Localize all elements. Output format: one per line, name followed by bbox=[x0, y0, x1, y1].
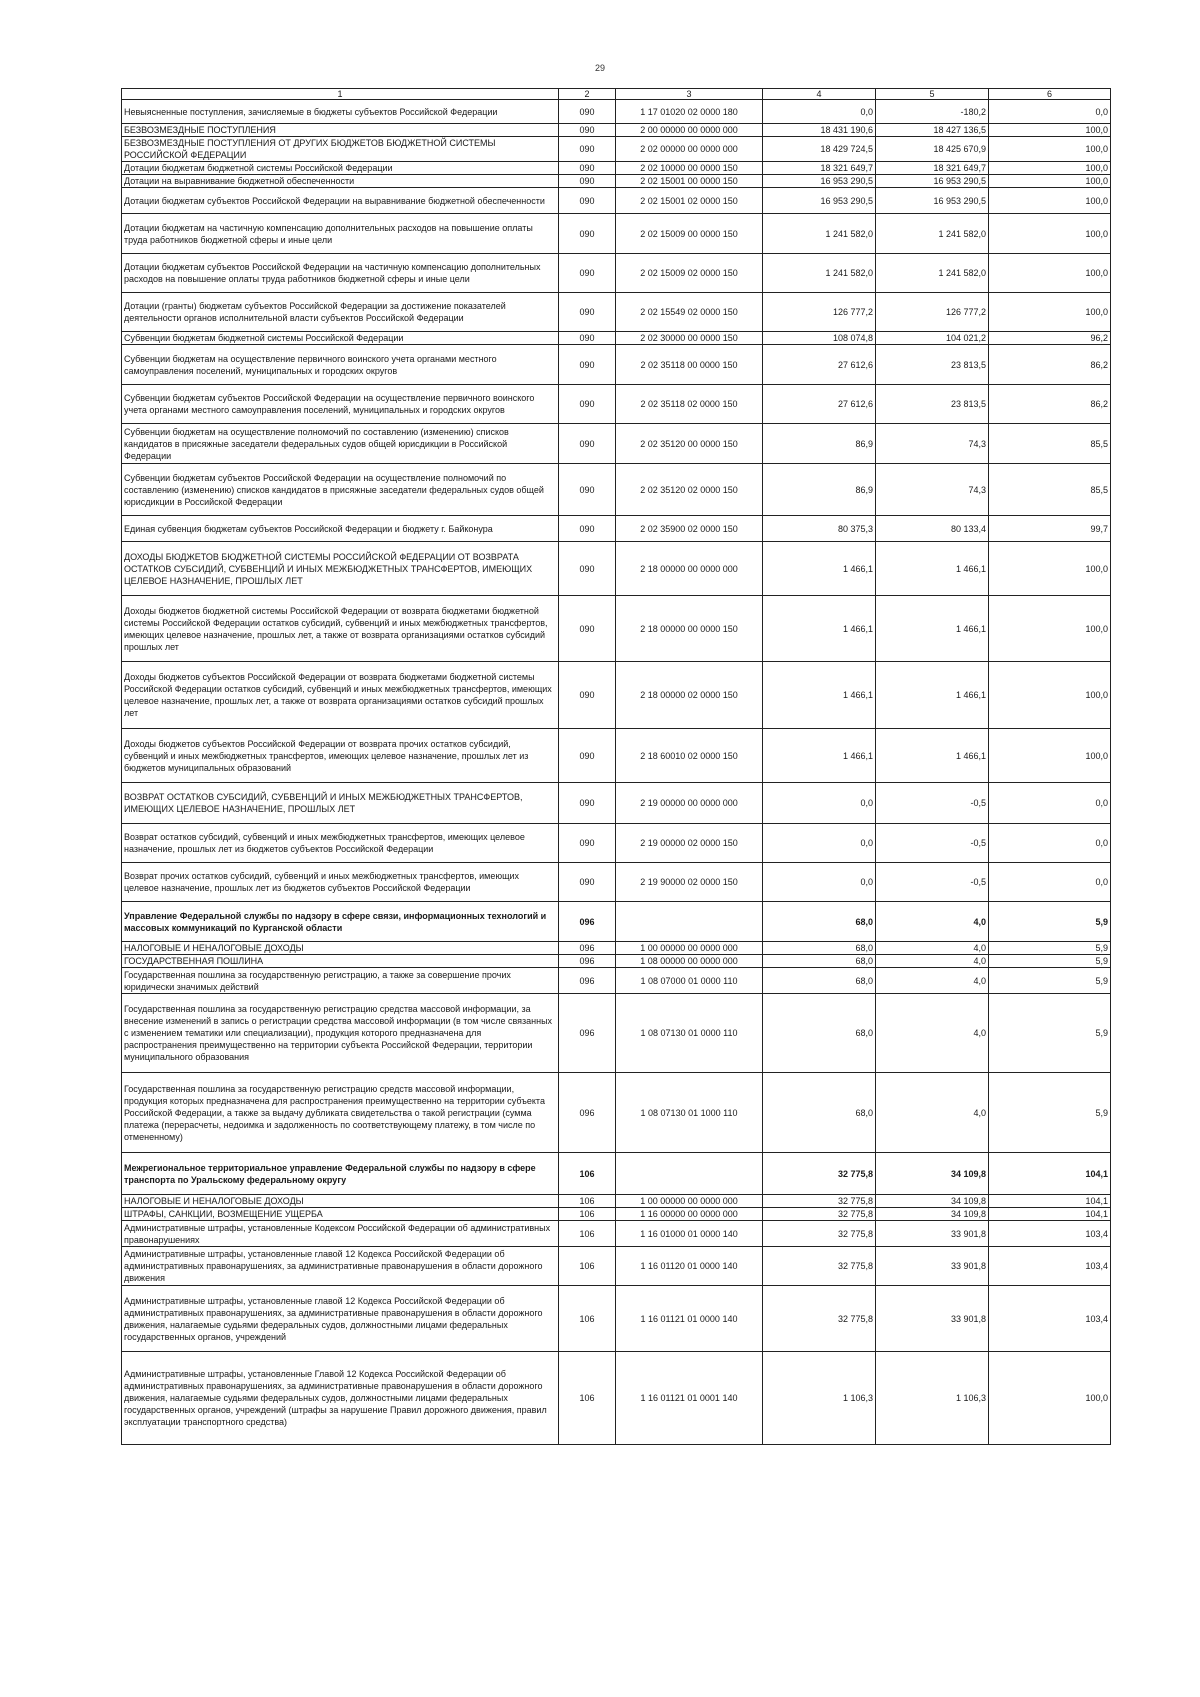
row-percent-cell: 0,0 bbox=[989, 863, 1111, 902]
row-executed-amount-cell: 23 813,5 bbox=[876, 345, 989, 385]
table-row bbox=[122, 385, 1111, 424]
row-executed-amount-cell: 80 133,4 bbox=[876, 516, 989, 542]
row-name-cell: НАЛОГОВЫЕ И НЕНАЛОГОВЫЕ ДОХОДЫ bbox=[122, 1195, 559, 1208]
row-percent-cell: 96,2 bbox=[989, 332, 1111, 345]
row-admin-code-cell: 090 bbox=[559, 783, 616, 824]
row-admin-code-cell: 106 bbox=[559, 1221, 616, 1247]
row-percent-cell: 5,9 bbox=[989, 942, 1111, 955]
table-row bbox=[122, 293, 1111, 332]
table-row bbox=[122, 254, 1111, 293]
row-admin-code-cell: 090 bbox=[559, 385, 616, 424]
row-admin-code-cell: 090 bbox=[559, 137, 616, 162]
table-row bbox=[122, 516, 1111, 542]
table-row bbox=[122, 955, 1111, 968]
row-budget-code-cell bbox=[616, 1153, 763, 1195]
row-executed-amount-cell: 1 466,1 bbox=[876, 596, 989, 662]
row-budget-code-cell: 2 18 60010 02 0000 150 bbox=[616, 729, 763, 783]
row-admin-code-cell: 090 bbox=[559, 124, 616, 137]
header-col-3: 3 bbox=[616, 89, 763, 100]
row-percent-cell: 100,0 bbox=[989, 124, 1111, 137]
header-col-4: 4 bbox=[763, 89, 876, 100]
row-name-cell: Дотации (гранты) бюджетам субъектов Российской Федерации за достижение показателей деятельности органов исполнительной власти субъектов Российской Федерации bbox=[122, 293, 559, 332]
row-executed-amount-cell: -180,2 bbox=[876, 100, 989, 124]
row-executed-amount-cell: 16 953 290,5 bbox=[876, 188, 989, 214]
row-budget-code-cell: 2 18 00000 00 0000 150 bbox=[616, 596, 763, 662]
table-row bbox=[122, 345, 1111, 385]
row-budget-code-cell: 1 00 00000 00 0000 000 bbox=[616, 942, 763, 955]
table-row bbox=[122, 214, 1111, 254]
row-executed-amount-cell: 1 466,1 bbox=[876, 729, 989, 783]
page-number: 29 bbox=[594, 63, 605, 73]
row-approved-amount-cell: 32 775,8 bbox=[763, 1221, 876, 1247]
row-admin-code-cell: 096 bbox=[559, 968, 616, 994]
header-col-1: 1 bbox=[122, 89, 559, 100]
row-percent-cell: 85,5 bbox=[989, 424, 1111, 464]
row-executed-amount-cell: 34 109,8 bbox=[876, 1208, 989, 1221]
row-name-cell: Управление Федеральной службы по надзору в сфере связи, информационных технологий и массовых коммуникаций по Курганской области bbox=[122, 902, 559, 942]
row-approved-amount-cell: 86,9 bbox=[763, 424, 876, 464]
row-admin-code-cell: 090 bbox=[559, 345, 616, 385]
table-row bbox=[122, 994, 1111, 1073]
row-name-cell: Государственная пошлина за государственную регистрацию, а также за совершение прочих юридически значимых действий bbox=[122, 968, 559, 994]
table-row bbox=[122, 332, 1111, 345]
table-row bbox=[122, 1153, 1111, 1195]
row-budget-code-cell: 2 02 15009 02 0000 150 bbox=[616, 254, 763, 293]
table-row bbox=[122, 1221, 1111, 1247]
row-percent-cell: 103,4 bbox=[989, 1221, 1111, 1247]
budget-revenue-table bbox=[121, 88, 1111, 1445]
table-row bbox=[122, 662, 1111, 729]
table-row bbox=[122, 902, 1111, 942]
row-name-cell: Государственная пошлина за государственную регистрацию средства массовой информации, за внесение изменений в запись о регистрации средства массовой информации (в том числе связанных с изменением тематики или специализации), продукция которого предназначена для распространения преимущественно на территории субъекта Российской Федерации, территории муниципального образования bbox=[122, 994, 559, 1073]
row-budget-code-cell: 2 02 35900 02 0000 150 bbox=[616, 516, 763, 542]
row-percent-cell: 5,9 bbox=[989, 968, 1111, 994]
table-row bbox=[122, 863, 1111, 902]
row-name-cell: Субвенции бюджетам субъектов Российской Федерации на осуществление первичного воинского учета органами местного самоуправления поселений, муниципальных и городских округов bbox=[122, 385, 559, 424]
row-admin-code-cell: 106 bbox=[559, 1286, 616, 1352]
row-approved-amount-cell: 32 775,8 bbox=[763, 1247, 876, 1286]
row-percent-cell: 5,9 bbox=[989, 955, 1111, 968]
row-approved-amount-cell: 18 431 190,6 bbox=[763, 124, 876, 137]
row-executed-amount-cell: 4,0 bbox=[876, 1073, 989, 1153]
table-row bbox=[122, 1208, 1111, 1221]
row-name-cell: ШТРАФЫ, САНКЦИИ, ВОЗМЕЩЕНИЕ УЩЕРБА bbox=[122, 1208, 559, 1221]
row-approved-amount-cell: 16 953 290,5 bbox=[763, 188, 876, 214]
row-budget-code-cell: 2 19 90000 02 0000 150 bbox=[616, 863, 763, 902]
row-approved-amount-cell: 18 321 649,7 bbox=[763, 162, 876, 175]
row-budget-code-cell: 1 16 00000 00 0000 000 bbox=[616, 1208, 763, 1221]
table-row bbox=[122, 596, 1111, 662]
row-name-cell: Административные штрафы, установленные главой 12 Кодекса Российской Федерации об административных правонарушениях, за административные правонарушения в области дорожного движения, налагаемые судьями федеральных судов, должностными лицами федеральных государственных органов, учреждений bbox=[122, 1286, 559, 1352]
row-name-cell: Субвенции бюджетам на осуществление первичного воинского учета органами местного самоуправления поселений, муниципальных и городских округов bbox=[122, 345, 559, 385]
table-header-row bbox=[122, 89, 1111, 100]
row-executed-amount-cell: 104 021,2 bbox=[876, 332, 989, 345]
row-name-cell: Дотации на выравнивание бюджетной обеспеченности bbox=[122, 175, 559, 188]
row-name-cell: Доходы бюджетов субъектов Российской Федерации от возврата бюджетами бюджетной системы Российской Федерации остатков субсидий, субвенций и иных межбюджетных трансфертов, имеющих целевое назначение, прошлых лет, а также от возврата организациями остатков субсидий прошлых лет bbox=[122, 662, 559, 729]
row-executed-amount-cell: -0,5 bbox=[876, 863, 989, 902]
row-name-cell: ГОСУДАРСТВЕННАЯ ПОШЛИНА bbox=[122, 955, 559, 968]
row-budget-code-cell: 2 02 35118 02 0000 150 bbox=[616, 385, 763, 424]
row-percent-cell: 86,2 bbox=[989, 385, 1111, 424]
row-budget-code-cell: 2 02 35120 02 0000 150 bbox=[616, 464, 763, 516]
row-percent-cell: 5,9 bbox=[989, 994, 1111, 1073]
row-admin-code-cell: 090 bbox=[559, 863, 616, 902]
row-admin-code-cell: 106 bbox=[559, 1153, 616, 1195]
row-percent-cell: 103,4 bbox=[989, 1247, 1111, 1286]
row-percent-cell: 104,1 bbox=[989, 1208, 1111, 1221]
row-percent-cell: 100,0 bbox=[989, 214, 1111, 254]
row-admin-code-cell: 090 bbox=[559, 729, 616, 783]
table-row bbox=[122, 942, 1111, 955]
row-budget-code-cell: 2 02 00000 00 0000 000 bbox=[616, 137, 763, 162]
row-name-cell: БЕЗВОЗМЕЗДНЫЕ ПОСТУПЛЕНИЯ ОТ ДРУГИХ БЮДЖЕТОВ БЮДЖЕТНОЙ СИСТЕМЫ РОССИЙСКОЙ ФЕДЕРАЦИИ bbox=[122, 137, 559, 162]
row-budget-code-cell: 2 02 15001 00 0000 150 bbox=[616, 175, 763, 188]
row-executed-amount-cell: 4,0 bbox=[876, 994, 989, 1073]
row-budget-code-cell: 2 02 35120 00 0000 150 bbox=[616, 424, 763, 464]
row-executed-amount-cell: 4,0 bbox=[876, 902, 989, 942]
table-row bbox=[122, 968, 1111, 994]
row-approved-amount-cell: 68,0 bbox=[763, 942, 876, 955]
row-budget-code-cell: 2 02 15549 02 0000 150 bbox=[616, 293, 763, 332]
row-name-cell: Субвенции бюджетам на осуществление полномочий по составлению (изменению) списков кандидатов в присяжные заседатели федеральных судов общей юрисдикции в Российской Федерации bbox=[122, 424, 559, 464]
row-percent-cell: 86,2 bbox=[989, 345, 1111, 385]
table-row bbox=[122, 824, 1111, 863]
row-admin-code-cell: 090 bbox=[559, 424, 616, 464]
row-approved-amount-cell: 27 612,6 bbox=[763, 385, 876, 424]
row-percent-cell: 100,0 bbox=[989, 662, 1111, 729]
header-col-5: 5 bbox=[876, 89, 989, 100]
table-body bbox=[122, 100, 1111, 1445]
table-row bbox=[122, 783, 1111, 824]
row-approved-amount-cell: 1 241 582,0 bbox=[763, 254, 876, 293]
row-approved-amount-cell: 1 466,1 bbox=[763, 542, 876, 596]
row-executed-amount-cell: 4,0 bbox=[876, 955, 989, 968]
row-budget-code-cell: 2 02 15001 02 0000 150 bbox=[616, 188, 763, 214]
row-admin-code-cell: 096 bbox=[559, 902, 616, 942]
row-approved-amount-cell: 16 953 290,5 bbox=[763, 175, 876, 188]
table-row bbox=[122, 175, 1111, 188]
row-budget-code-cell: 1 16 01000 01 0000 140 bbox=[616, 1221, 763, 1247]
row-name-cell: Субвенции бюджетам бюджетной системы Российской Федерации bbox=[122, 332, 559, 345]
row-budget-code-cell: 1 16 01121 01 0001 140 bbox=[616, 1352, 763, 1445]
row-admin-code-cell: 090 bbox=[559, 175, 616, 188]
row-admin-code-cell: 096 bbox=[559, 1073, 616, 1153]
row-percent-cell: 85,5 bbox=[989, 464, 1111, 516]
row-admin-code-cell: 090 bbox=[559, 293, 616, 332]
row-admin-code-cell: 090 bbox=[559, 516, 616, 542]
row-name-cell: Административные штрафы, установленные Кодексом Российской Федерации об административных правонарушениях bbox=[122, 1221, 559, 1247]
row-name-cell: Невыясненные поступления, зачисляемые в бюджеты субъектов Российской Федерации bbox=[122, 100, 559, 124]
row-executed-amount-cell: 4,0 bbox=[876, 942, 989, 955]
row-approved-amount-cell: 1 466,1 bbox=[763, 729, 876, 783]
row-budget-code-cell: 1 00 00000 00 0000 000 bbox=[616, 1195, 763, 1208]
row-percent-cell: 0,0 bbox=[989, 783, 1111, 824]
row-executed-amount-cell: 16 953 290,5 bbox=[876, 175, 989, 188]
row-name-cell: Межрегиональное территориальное управление Федеральной службы по надзору в сфере транспорта по Уральскому федеральному округу bbox=[122, 1153, 559, 1195]
row-admin-code-cell: 090 bbox=[559, 162, 616, 175]
table-row bbox=[122, 1352, 1111, 1445]
row-budget-code-cell: 1 08 07130 01 1000 110 bbox=[616, 1073, 763, 1153]
row-executed-amount-cell: 4,0 bbox=[876, 968, 989, 994]
row-executed-amount-cell: -0,5 bbox=[876, 824, 989, 863]
row-approved-amount-cell: 0,0 bbox=[763, 100, 876, 124]
row-admin-code-cell: 090 bbox=[559, 542, 616, 596]
row-approved-amount-cell: 18 429 724,5 bbox=[763, 137, 876, 162]
row-approved-amount-cell: 1 241 582,0 bbox=[763, 214, 876, 254]
row-admin-code-cell: 096 bbox=[559, 955, 616, 968]
row-name-cell: Дотации бюджетам на частичную компенсацию дополнительных расходов на повышение оплаты труда работников бюджетной сферы и иные цели bbox=[122, 214, 559, 254]
row-approved-amount-cell: 0,0 bbox=[763, 824, 876, 863]
row-percent-cell: 100,0 bbox=[989, 137, 1111, 162]
row-percent-cell: 5,9 bbox=[989, 1073, 1111, 1153]
row-percent-cell: 104,1 bbox=[989, 1153, 1111, 1195]
row-percent-cell: 100,0 bbox=[989, 254, 1111, 293]
table-row bbox=[122, 542, 1111, 596]
row-approved-amount-cell: 68,0 bbox=[763, 994, 876, 1073]
row-executed-amount-cell: 33 901,8 bbox=[876, 1247, 989, 1286]
row-approved-amount-cell: 86,9 bbox=[763, 464, 876, 516]
row-approved-amount-cell: 1 466,1 bbox=[763, 596, 876, 662]
row-approved-amount-cell: 27 612,6 bbox=[763, 345, 876, 385]
row-executed-amount-cell: 18 427 136,5 bbox=[876, 124, 989, 137]
row-executed-amount-cell: 1 241 582,0 bbox=[876, 214, 989, 254]
row-executed-amount-cell: 33 901,8 bbox=[876, 1221, 989, 1247]
row-budget-code-cell: 1 08 00000 00 0000 000 bbox=[616, 955, 763, 968]
row-budget-code-cell: 2 02 30000 00 0000 150 bbox=[616, 332, 763, 345]
row-name-cell: ВОЗВРАТ ОСТАТКОВ СУБСИДИЙ, СУБВЕНЦИЙ И ИНЫХ МЕЖБЮДЖЕТНЫХ ТРАНСФЕРТОВ, ИМЕЮЩИХ ЦЕЛЕВОЕ НАЗНАЧЕНИЕ, ПРОШЛЫХ ЛЕТ bbox=[122, 783, 559, 824]
row-executed-amount-cell: 34 109,8 bbox=[876, 1195, 989, 1208]
row-percent-cell: 100,0 bbox=[989, 162, 1111, 175]
row-percent-cell: 100,0 bbox=[989, 175, 1111, 188]
row-budget-code-cell: 2 18 00000 00 0000 000 bbox=[616, 542, 763, 596]
row-approved-amount-cell: 68,0 bbox=[763, 968, 876, 994]
table-row bbox=[122, 1195, 1111, 1208]
row-name-cell: Возврат прочих остатков субсидий, субвенций и иных межбюджетных трансфертов, имеющих целевое назначение, прошлых лет из бюджетов субъектов Российской Федерации bbox=[122, 863, 559, 902]
row-budget-code-cell: 2 02 10000 00 0000 150 bbox=[616, 162, 763, 175]
row-budget-code-cell: 2 18 00000 02 0000 150 bbox=[616, 662, 763, 729]
table-row bbox=[122, 464, 1111, 516]
row-name-cell: Государственная пошлина за государственную регистрацию средств массовой информации, продукция которых предназначена для распространения преимущественно на территории субъекта Российской Федерации, а также за выдачу дубликата свидетельства о такой регистрации (сумма платежа (перерасчеты, недоимка и задолженность по соответствующему платежу, в том числе по отмененному) bbox=[122, 1073, 559, 1153]
table-row bbox=[122, 124, 1111, 137]
row-name-cell: Дотации бюджетам субъектов Российской Федерации на выравнивание бюджетной обеспеченности bbox=[122, 188, 559, 214]
row-name-cell: Дотации бюджетам бюджетной системы Российской Федерации bbox=[122, 162, 559, 175]
row-name-cell: Административные штрафы, установленные главой 12 Кодекса Российской Федерации об административных правонарушениях, за административные правонарушения в области дорожного движения bbox=[122, 1247, 559, 1286]
row-name-cell: Административные штрафы, установленные Главой 12 Кодекса Российской Федерации об административных правонарушениях, за административные правонарушения в области дорожного движения, налагаемые судьями федеральных судов, должностными лицами федеральных государственных органов, учреждений (штрафы за нарушение Правил дорожного движения, правил эксплуатации транспортного средства) bbox=[122, 1352, 559, 1445]
row-admin-code-cell: 090 bbox=[559, 596, 616, 662]
row-approved-amount-cell: 108 074,8 bbox=[763, 332, 876, 345]
row-admin-code-cell: 090 bbox=[559, 188, 616, 214]
row-name-cell: НАЛОГОВЫЕ И НЕНАЛОГОВЫЕ ДОХОДЫ bbox=[122, 942, 559, 955]
row-admin-code-cell: 090 bbox=[559, 100, 616, 124]
row-percent-cell: 100,0 bbox=[989, 188, 1111, 214]
table-row bbox=[122, 424, 1111, 464]
row-name-cell: БЕЗВОЗМЕЗДНЫЕ ПОСТУПЛЕНИЯ bbox=[122, 124, 559, 137]
row-approved-amount-cell: 126 777,2 bbox=[763, 293, 876, 332]
row-approved-amount-cell: 32 775,8 bbox=[763, 1153, 876, 1195]
row-executed-amount-cell: 23 813,5 bbox=[876, 385, 989, 424]
row-approved-amount-cell: 1 106,3 bbox=[763, 1352, 876, 1445]
row-approved-amount-cell: 68,0 bbox=[763, 955, 876, 968]
row-budget-code-cell: 2 19 00000 02 0000 150 bbox=[616, 824, 763, 863]
table-row bbox=[122, 100, 1111, 124]
row-executed-amount-cell: 1 241 582,0 bbox=[876, 254, 989, 293]
row-admin-code-cell: 090 bbox=[559, 254, 616, 293]
row-admin-code-cell: 096 bbox=[559, 942, 616, 955]
row-percent-cell: 99,7 bbox=[989, 516, 1111, 542]
row-executed-amount-cell: 126 777,2 bbox=[876, 293, 989, 332]
row-approved-amount-cell: 32 775,8 bbox=[763, 1208, 876, 1221]
row-name-cell: Доходы бюджетов бюджетной системы Российской Федерации от возврата бюджетами бюджетной системы Российской Федерации остатков субсидий, субвенций и иных межбюджетных трансфертов, имеющих целевое назначение, прошлых лет, а также от возврата организациями остатков субсидий прошлых лет bbox=[122, 596, 559, 662]
row-name-cell: Возврат остатков субсидий, субвенций и иных межбюджетных трансфертов, имеющих целевое назначение, прошлых лет из бюджетов субъектов Российской Федерации bbox=[122, 824, 559, 863]
row-executed-amount-cell: 33 901,8 bbox=[876, 1286, 989, 1352]
row-name-cell: Дотации бюджетам субъектов Российской Федерации на частичную компенсацию дополнительных расходов на повышение оплаты труда работников бюджетной сферы и иные цели bbox=[122, 254, 559, 293]
row-percent-cell: 100,0 bbox=[989, 542, 1111, 596]
row-budget-code-cell bbox=[616, 902, 763, 942]
table-row bbox=[122, 1073, 1111, 1153]
row-percent-cell: 104,1 bbox=[989, 1195, 1111, 1208]
row-executed-amount-cell: 34 109,8 bbox=[876, 1153, 989, 1195]
row-approved-amount-cell: 32 775,8 bbox=[763, 1195, 876, 1208]
header-col-2: 2 bbox=[559, 89, 616, 100]
row-approved-amount-cell: 32 775,8 bbox=[763, 1286, 876, 1352]
row-approved-amount-cell: 0,0 bbox=[763, 863, 876, 902]
row-admin-code-cell: 090 bbox=[559, 464, 616, 516]
row-executed-amount-cell: 1 106,3 bbox=[876, 1352, 989, 1445]
table-row bbox=[122, 137, 1111, 162]
row-budget-code-cell: 1 08 07000 01 0000 110 bbox=[616, 968, 763, 994]
row-name-cell: ДОХОДЫ БЮДЖЕТОВ БЮДЖЕТНОЙ СИСТЕМЫ РОССИЙСКОЙ ФЕДЕРАЦИИ ОТ ВОЗВРАТА ОСТАТКОВ СУБСИДИЙ, СУБВЕНЦИЙ И ИНЫХ МЕЖБЮДЖЕТНЫХ ТРАНСФЕРТОВ, ИМЕЮЩИХ ЦЕЛЕВОЕ НАЗНАЧЕНИЕ, ПРОШЛЫХ ЛЕТ bbox=[122, 542, 559, 596]
row-executed-amount-cell: -0,5 bbox=[876, 783, 989, 824]
row-percent-cell: 100,0 bbox=[989, 293, 1111, 332]
table-row bbox=[122, 188, 1111, 214]
row-admin-code-cell: 090 bbox=[559, 332, 616, 345]
row-budget-code-cell: 2 00 00000 00 0000 000 bbox=[616, 124, 763, 137]
row-name-cell: Субвенции бюджетам субъектов Российской Федерации на осуществление полномочий по составлению (изменению) списков кандидатов в присяжные заседатели федеральных судов общей юрисдикции в Российской Федерации bbox=[122, 464, 559, 516]
row-executed-amount-cell: 18 321 649,7 bbox=[876, 162, 989, 175]
row-budget-code-cell: 2 02 15009 00 0000 150 bbox=[616, 214, 763, 254]
row-name-cell: Единая субвенция бюджетам субъектов Российской Федерации и бюджету г. Байконура bbox=[122, 516, 559, 542]
row-executed-amount-cell: 74,3 bbox=[876, 424, 989, 464]
row-budget-code-cell: 1 17 01020 02 0000 180 bbox=[616, 100, 763, 124]
row-budget-code-cell: 1 08 07130 01 0000 110 bbox=[616, 994, 763, 1073]
row-budget-code-cell: 1 16 01121 01 0000 140 bbox=[616, 1286, 763, 1352]
row-percent-cell: 100,0 bbox=[989, 596, 1111, 662]
row-admin-code-cell: 090 bbox=[559, 214, 616, 254]
row-executed-amount-cell: 74,3 bbox=[876, 464, 989, 516]
row-percent-cell: 100,0 bbox=[989, 729, 1111, 783]
row-budget-code-cell: 2 19 00000 00 0000 000 bbox=[616, 783, 763, 824]
table-row bbox=[122, 162, 1111, 175]
row-percent-cell: 100,0 bbox=[989, 1352, 1111, 1445]
row-executed-amount-cell: 1 466,1 bbox=[876, 662, 989, 729]
row-admin-code-cell: 090 bbox=[559, 662, 616, 729]
row-approved-amount-cell: 68,0 bbox=[763, 1073, 876, 1153]
row-admin-code-cell: 106 bbox=[559, 1352, 616, 1445]
header-col-6: 6 bbox=[989, 89, 1111, 100]
row-admin-code-cell: 106 bbox=[559, 1208, 616, 1221]
row-executed-amount-cell: 1 466,1 bbox=[876, 542, 989, 596]
table-row bbox=[122, 1247, 1111, 1286]
table-row bbox=[122, 1286, 1111, 1352]
row-percent-cell: 103,4 bbox=[989, 1286, 1111, 1352]
row-budget-code-cell: 1 16 01120 01 0000 140 bbox=[616, 1247, 763, 1286]
table-row bbox=[122, 729, 1111, 783]
row-approved-amount-cell: 0,0 bbox=[763, 783, 876, 824]
row-percent-cell: 0,0 bbox=[989, 100, 1111, 124]
row-approved-amount-cell: 1 466,1 bbox=[763, 662, 876, 729]
row-executed-amount-cell: 18 425 670,9 bbox=[876, 137, 989, 162]
row-admin-code-cell: 090 bbox=[559, 824, 616, 863]
row-admin-code-cell: 106 bbox=[559, 1195, 616, 1208]
row-name-cell: Доходы бюджетов субъектов Российской Федерации от возврата прочих остатков субсидий, субвенций и иных межбюджетных трансфертов, имеющих целевое назначение, прошлых лет из бюджетов муниципальных образований bbox=[122, 729, 559, 783]
row-approved-amount-cell: 68,0 bbox=[763, 902, 876, 942]
row-budget-code-cell: 2 02 35118 00 0000 150 bbox=[616, 345, 763, 385]
row-admin-code-cell: 096 bbox=[559, 994, 616, 1073]
row-approved-amount-cell: 80 375,3 bbox=[763, 516, 876, 542]
row-percent-cell: 5,9 bbox=[989, 902, 1111, 942]
row-admin-code-cell: 106 bbox=[559, 1247, 616, 1286]
row-percent-cell: 0,0 bbox=[989, 824, 1111, 863]
